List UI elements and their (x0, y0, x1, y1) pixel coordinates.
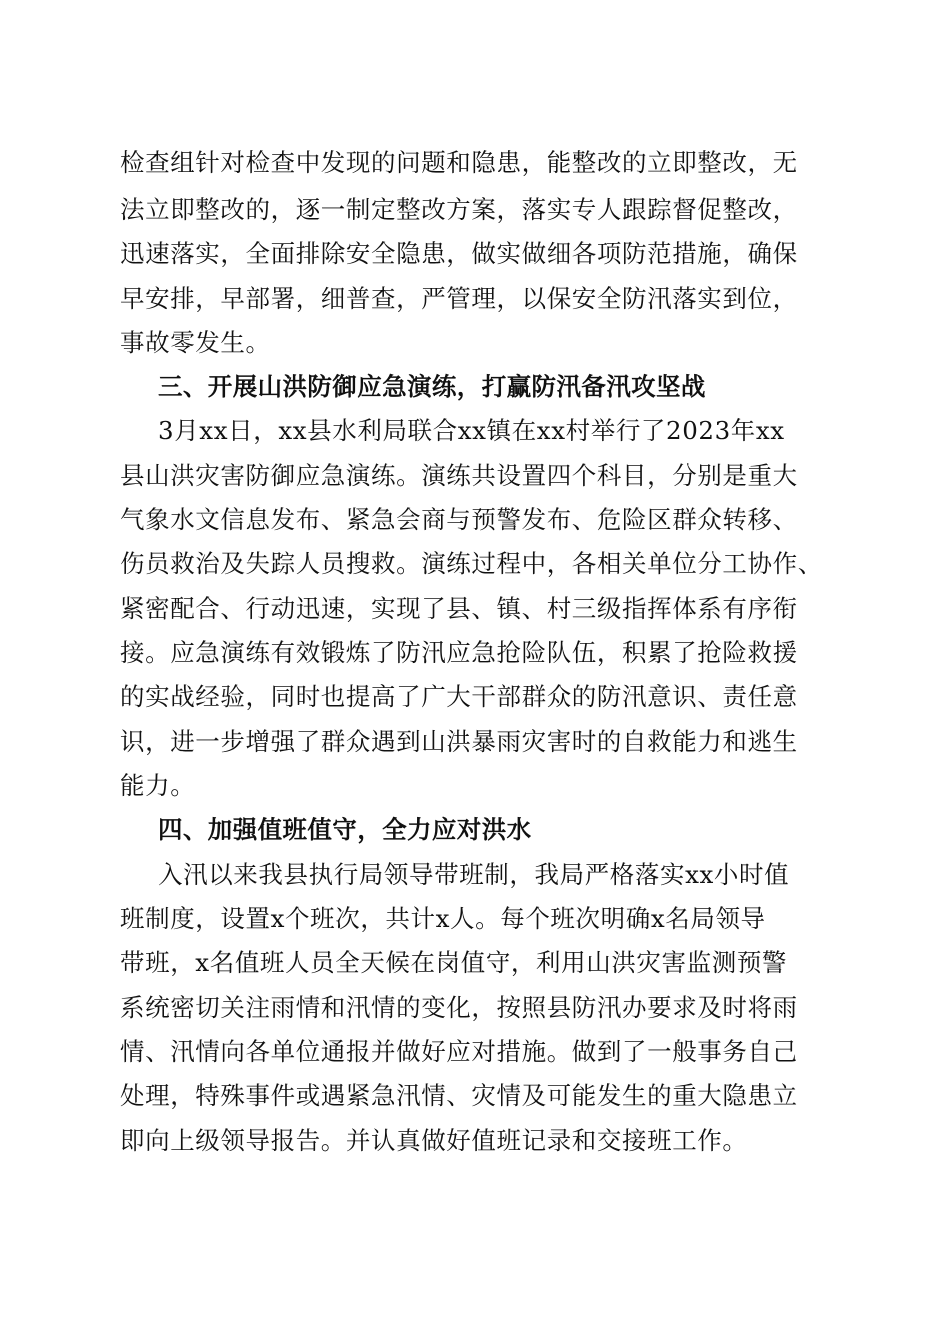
paragraph-line: 系统密切关注雨情和汛情的变化，按照县防汛办要求及时将雨 (120, 993, 798, 1022)
paragraph-line: 法立即整改的，逐一制定整改方案，落实专人跟踪督促整改， (120, 195, 798, 224)
paragraph-line: 的实战经验，同时也提高了广大干部群众的防汛意识、责任意 (120, 682, 798, 711)
paragraph-line: 识，进一步增强了群众遇到山洪暴雨灾害时的自救能力和逃生 (120, 727, 798, 756)
paragraph-line: 班制度，设置x个班次，共计x人。每个班次明确x名局领导 (120, 904, 766, 933)
paragraph-line: 检查组针对检查中发现的问题和隐患，能整改的立即整改，无 (120, 148, 798, 177)
paragraph-line: 处理，特殊事件或遇紧急汛情、灾情及可能发生的重大隐患立 (120, 1081, 798, 1110)
section-heading-3: 三、开展山洪防御应急演练，打赢防汛备汛攻坚战 (158, 372, 706, 401)
paragraph-line: 迅速落实，全面排除安全隐患，做实做细各项防范措施，确保 (120, 239, 798, 268)
paragraph-line: 带班，x名值班人员全天候在岗值守，利用山洪灾害监测预警 (120, 948, 788, 977)
paragraph-line: 接。应急演练有效锻炼了防汛应急抢险队伍，积累了抢险救援 (120, 638, 798, 667)
paragraph-line: 能力。 (120, 771, 196, 800)
paragraph-line: 3月xx日，xx县水利局联合xx镇在xx村举行了2023年xx (158, 416, 785, 445)
section-heading-4: 四、加强值班值守，全力应对洪水 (158, 815, 532, 844)
paragraph-line: 入汛以来我县执行局领导带班制，我局严格落实xx小时值 (158, 860, 790, 889)
paragraph-line: 伤员救治及失踪人员搜救。演练过程中，各相关单位分工协作、 (120, 549, 823, 578)
paragraph-line: 气象水文信息发布、紧急会商与预警发布、危险区群众转移、 (120, 505, 798, 534)
paragraph-line: 情、汛情向各单位通报并做好应对措施。做到了一般事务自己 (120, 1037, 798, 1066)
paragraph-line: 早安排，早部署，细普查，严管理，以保安全防汛落实到位， (120, 284, 798, 313)
paragraph-line: 县山洪灾害防御应急演练。演练共设置四个科目，分别是重大 (120, 461, 798, 490)
paragraph-line: 事故零发生。 (120, 328, 271, 357)
paragraph-line: 即向上级领导报告。并认真做好值班记录和交接班工作。 (120, 1126, 748, 1155)
paragraph-line: 紧密配合、行动迅速，实现了县、镇、村三级指挥体系有序衔 (120, 594, 798, 623)
